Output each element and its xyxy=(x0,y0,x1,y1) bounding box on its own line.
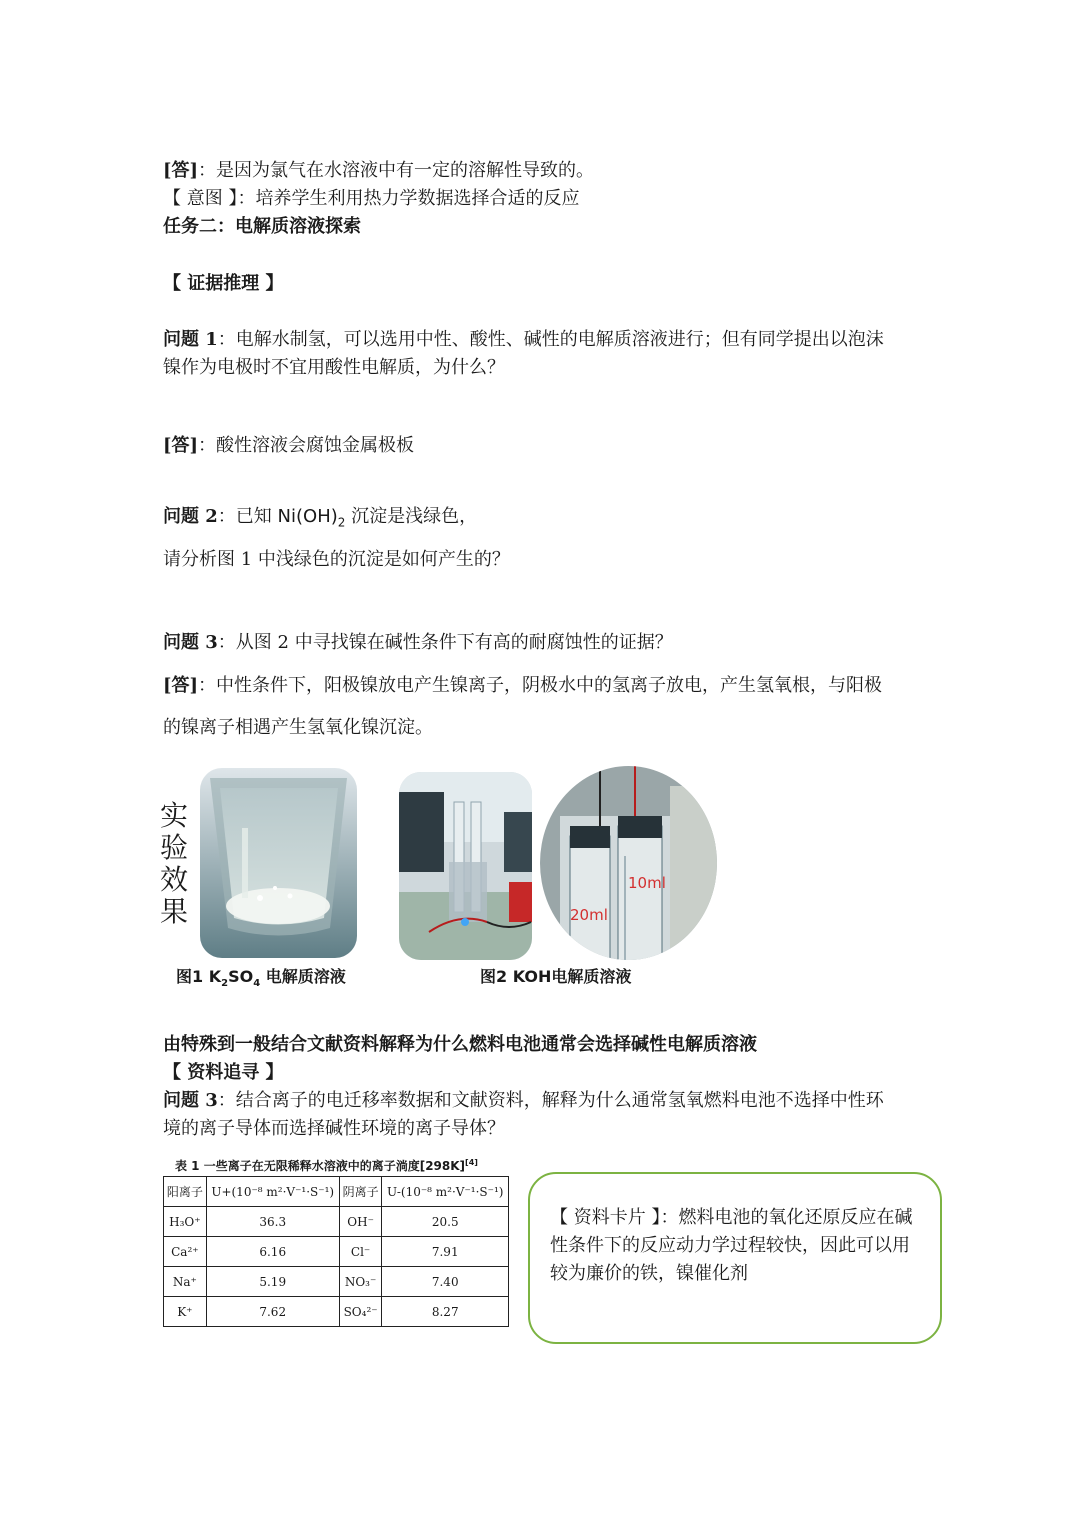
table-cell: Ca²⁺ xyxy=(164,1237,207,1267)
question-1-line-b: 镍作为电极时不宜用酸性电解质，为什么？ xyxy=(163,357,505,378)
experiment-effect-label xyxy=(158,800,190,928)
table-cell: 5.19 xyxy=(206,1267,339,1297)
caption-part: 图1 K xyxy=(176,967,222,986)
table-row xyxy=(164,1297,509,1327)
ion-mobility-table xyxy=(163,1176,509,1327)
section-heading: 由特殊到一般结合文献资料解释为什么燃料电池通常会选择碱性电解质溶液 xyxy=(163,1034,757,1055)
side-char: 果 xyxy=(159,895,188,928)
table-cell: 7.40 xyxy=(382,1267,509,1297)
photo-koh-detail xyxy=(540,766,717,960)
side-char: 验 xyxy=(159,831,188,864)
caption-part: SO xyxy=(228,967,254,986)
photo-koh-setup xyxy=(399,772,532,960)
table-cell: 36.3 xyxy=(206,1207,339,1237)
table-header: 阴离子 xyxy=(339,1177,382,1207)
table-cell: 20.5 xyxy=(382,1207,509,1237)
caption-part: 电解质溶液 xyxy=(260,967,346,986)
table-cell: NO₃⁻ xyxy=(339,1267,382,1297)
marker-10ml: 10ml xyxy=(628,874,666,892)
figure-1-caption xyxy=(176,964,346,989)
question-2-line-b: 请分析图 1 中浅绿色的沉淀是如何产生的？ xyxy=(163,549,510,570)
intent-line: 【 意图 】：培养学生利用热力学数据选择合适的反应 xyxy=(163,188,580,209)
caption-sub: 2 xyxy=(221,978,229,990)
answer-text: ：是因为氯气在水溶液中有一定的溶解性导致的。 xyxy=(198,160,595,181)
question-3-line xyxy=(163,630,673,656)
question-3b-line-b: 境的离子导体而选择碱性环境的离子导体？ xyxy=(163,1118,505,1139)
answer-line-3b: 的镍离子相遇产生氢氧化镍沉淀。 xyxy=(163,717,433,738)
info-card-text: 【 资料卡片 】：燃料电池的氧化还原反应在碱性条件下的反应动力学过程较快，因此可以用较为廉价的铁，镍催化剂 xyxy=(550,1207,913,1284)
table-row xyxy=(164,1207,509,1237)
side-char: 实 xyxy=(159,799,188,832)
table-header: 阳离子 xyxy=(164,1177,207,1207)
table-row xyxy=(164,1237,509,1267)
table-header-row xyxy=(164,1177,509,1207)
question-3-label: 问题 3 xyxy=(163,632,218,653)
evidence-heading: 【 证据推理 】 xyxy=(163,273,284,294)
table-cell: 8.27 xyxy=(382,1297,509,1327)
table-header: U+(10⁻⁸ m²·V⁻¹·S⁻¹) xyxy=(206,1177,339,1207)
caption-sub: 4 xyxy=(253,978,261,990)
side-char: 效 xyxy=(159,863,188,896)
question-3b-label: 问题 3 xyxy=(163,1090,218,1111)
question-1-label: 问题 1 xyxy=(163,329,218,350)
table-cell: K⁺ xyxy=(164,1297,207,1327)
question-1-text-a: ：电解水制氢，可以选用中性、酸性、碱性的电解质溶液进行；但有同学提出以泡沫 xyxy=(217,329,884,350)
question-3-text: ：从图 2 中寻找镍在碱性条件下有高的耐腐蚀性的证据？ xyxy=(217,632,673,653)
formula-nioh2: Ni(OH) xyxy=(277,506,338,527)
formula-subscript: 2 xyxy=(337,515,346,530)
answer-line-1 xyxy=(163,433,414,459)
question-2-label: 问题 2 xyxy=(163,506,218,527)
table-cell: SO₄²⁻ xyxy=(339,1297,382,1327)
question-3b-text-a: ：结合离子的电迁移率数据和文献资料，解释为什么通常氢氧燃料电池不选择中性环 xyxy=(217,1090,884,1111)
question-2-line-a xyxy=(163,504,477,536)
table-caption-text: 表 1 一些离子在无限稀释水溶液中的离子淌度[298K] xyxy=(175,1159,466,1173)
answer-line-0 xyxy=(163,158,594,184)
photo-k2so4-beaker xyxy=(200,768,357,958)
figure-2-caption: 图2 KOH电解质溶液 xyxy=(480,967,632,986)
answer-text: ：中性条件下，阳极镍放电产生镍离子，阴极水中的氢离子放电，产生氢氧根，与阳极 xyxy=(198,675,883,696)
literature-heading: 【 资料追寻 】 xyxy=(163,1062,284,1083)
table-cell: 7.62 xyxy=(206,1297,339,1327)
table-row xyxy=(164,1267,509,1297)
answer-label: [答] xyxy=(163,160,199,181)
answer-label: [答] xyxy=(163,435,199,456)
question-2-text-a1: ：已知 xyxy=(217,506,278,527)
table-cell: Cl⁻ xyxy=(339,1237,382,1267)
table-header: U-(10⁻⁸ m²·V⁻¹·S⁻¹) xyxy=(382,1177,509,1207)
table-cell: 6.16 xyxy=(206,1237,339,1267)
question-2-text-a2: 沉淀是浅绿色， xyxy=(345,506,478,527)
table-cell: H₃O⁺ xyxy=(164,1207,207,1237)
answer-label: [答] xyxy=(163,675,199,696)
table-caption xyxy=(175,1157,478,1174)
table-caption-ref: [4] xyxy=(465,1158,478,1167)
task2-heading: 任务二：电解质溶液探索 xyxy=(163,216,361,237)
marker-20ml: 20ml xyxy=(570,906,608,924)
table-cell: 7.91 xyxy=(382,1237,509,1267)
table-cell: Na⁺ xyxy=(164,1267,207,1297)
question-1-line-a xyxy=(163,327,884,353)
answer-line-3a xyxy=(163,673,882,699)
question-3b-line-a xyxy=(163,1088,884,1114)
table-cell: OH⁻ xyxy=(339,1207,382,1237)
answer-text: ：酸性溶液会腐蚀金属极板 xyxy=(198,435,415,456)
